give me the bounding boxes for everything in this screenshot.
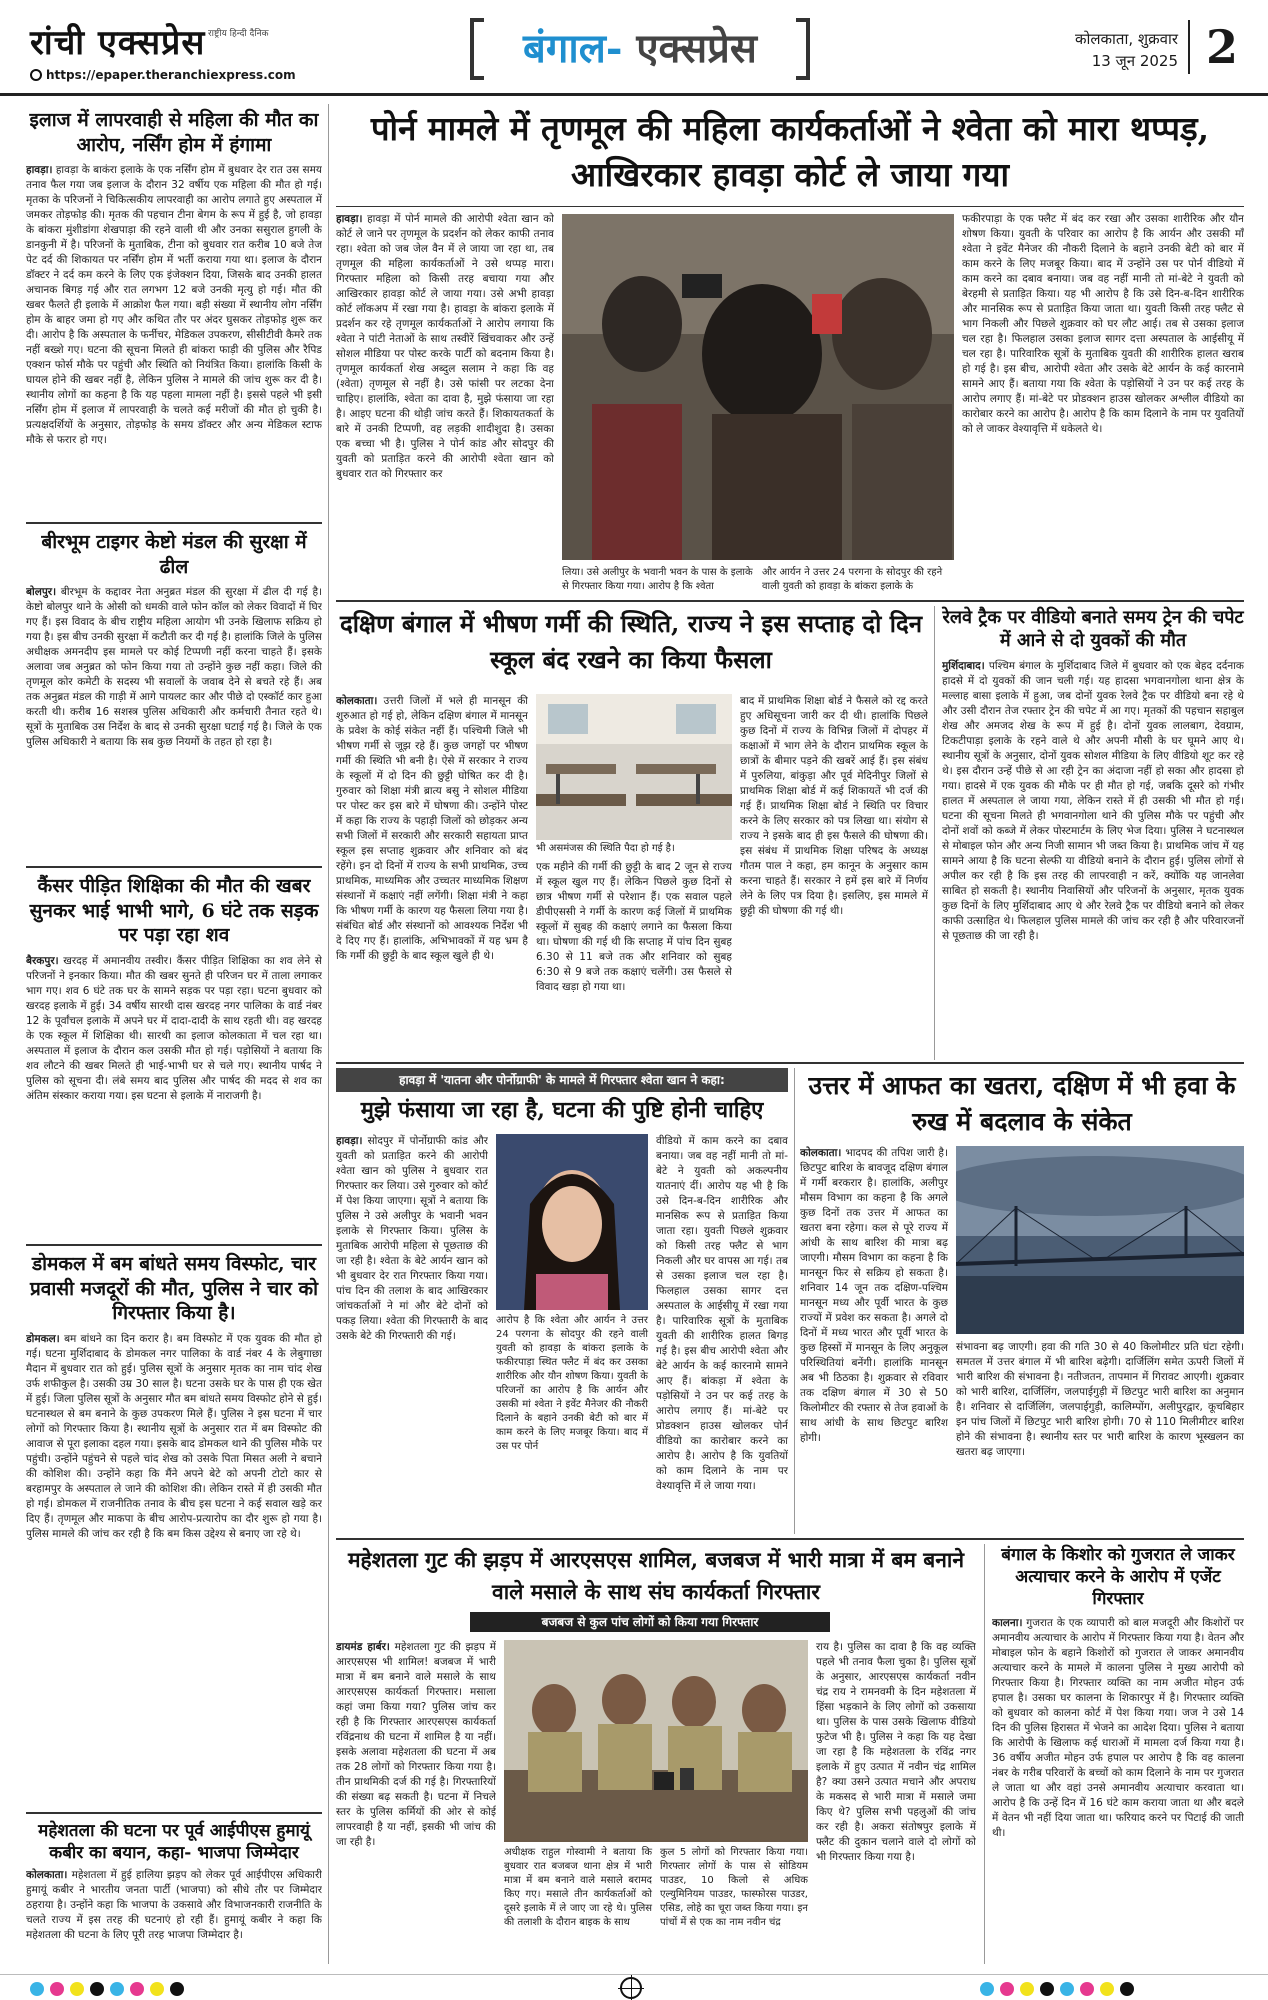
shweta-kicker: हावड़ा में 'यातना और पोर्नोग्राफी' के मामले में गिरफ्तार श्वेता खान ने कहा: — [336, 1068, 788, 1092]
protest-photo — [562, 214, 954, 560]
divider — [26, 522, 322, 524]
shweta-body-left — [336, 1134, 488, 1530]
shweta-body-right: वीडियो में काम करने का दबाव बनाया। जब वह नहीं मानी तो मां-बेटे ने युवती को अकल्पनीय यातनाएं दीं। आरोप यह भी है कि उसे दिन-ब-दिन शारीरिक और मानसिक रूप से प्रताड़ित किया जाता रहा। युवती पिछले शुक्रवार को किसी तरह फ्लैट से भाग निकली और घर वापस आ गई। तब से उसका इलाज चल रहा है। फिलहाल उसका सागर दत्त अस्पताल के आईसीयू में रखा गया है। पारिवारिक सूत्रों के मुताबिक युवती की शारीरिक हालत बिगड़ गई है। इस बीच आरोपी श्वेता और बेटे आर्यन के कई कारनामे सामने आए हैं। बांकड़ा में श्वेता के पड़ोसियों ने उन पर कई तरह के आरोप लगाए हैं। मां-बेटे पर प्रोडक्शन हाउस खोलकर पोर्न वीडियो का कारोबार करने का आरोप है। आरोप है कि युवतियों को काम दिलाने के नाम पर वेश्यावृत्ति में ले जाया गया। — [656, 1135, 788, 1492]
photo-caption-left: लिया। उसे अलीपुर के भवानी भवन के पास के इलाके से गिरफ्तार किया गया। आरोप है कि श्वेता — [562, 567, 753, 592]
heat-body-right: बाद में प्राथमिक शिक्षा बोर्ड ने फैसले को रद्द करते हुए अधिसूचना जारी कर दी थी। हालांकि पिछले कुछ दिनों में राज्य के विभिन्न जिलों में दोपहर में कक्षाओं में भाग लेने के दौरान प्राथमिक स्कूल के छात्रों के बीमार पड़ने की खबरें आई हैं। इस संबंध में पुरुलिया, बांकुड़ा और पूर्व मेदिनीपुर जिलों से प्राथमिक शिक्षा बोर्ड में कई शिकायतें भी दर्ज की गई हैं। प्राथमिक शिक्षा बोर्ड ने स्थिति पर विचार करने के लिए सरकार को पत्र लिखा था। संयोग से राज्य ने इसके बाद ही इस फैसले की घोषणा की। इस संबंध में प्राथमिक शिक्षा परिषद के अध्यक्ष गौतम पाल ने कहा, हम कानून के अनुसार काम करना चाहते हैं। सरकार ने हमें इस बारे में निर्णय लेने के लिए पत्र दिया है। इसलिए, इस मामले में छुट्टी की घोषणा की गई थी। — [740, 695, 928, 917]
headline: बंगाल के किशोर को गुजरात ले जाकर अत्याचार करने के आरोप में एजेंट गिरफ्तार — [1001, 1545, 1235, 1610]
shweta-headline: मुझे फंसाया जा रहा है, घटना की पुष्टि होनी चाहिए — [360, 1097, 764, 1123]
headline: बीरभूम टाइगर केष्टो मंडल की सुरक्षा में ढील — [41, 531, 307, 578]
color-registration-left — [30, 1981, 190, 2000]
divider — [26, 866, 322, 868]
rss-body-left — [336, 1640, 496, 1964]
police-briefing-image — [504, 1640, 808, 1842]
dateline: हावड़ा। — [336, 1135, 363, 1147]
classroom-photo — [536, 694, 732, 840]
article-body — [992, 1616, 1244, 1952]
headline: महेशतला की घटना पर पूर्व आईपीएस हुमायूं कबीर का बयान, कहा- भाजपा जिम्मेदार — [38, 1821, 310, 1864]
color-registration-right — [980, 1981, 1140, 2000]
article-text: भादपद की तपिश जारी है। छिटपुट बारिश के बावजूद दक्षिण बंगाल में गर्मी बरकरार है। हालांकि, अलीपुर मौसम विभाग का कहना है कि अगले कुछ दिनों तक उत्तर में आफत का खतरा बना रहेगा। कल से पूरे राज्य में आंधी के साथ बारिश की मात्रा बढ़ जाएगी। मौसम विभाग का कहना है कि मानसून फिर से सक्रिय हो सकता है। शनिवार 14 जून तक दक्षिण-पश्चिम मानसून मध्य और पूर्वी भारत के कुछ राज्यों में प्रवेश कर सकता है। अगले दो दिनों में मध्य भारत और पूर्वी भारत के कुछ हिस्सों में मानसून के लिए अनुकूल परिस्थितियां बनेंगी। हालांकि मानसून अब भी ठिठका है। शुक्रवार से रविवार तक दक्षिण बंगाल में 30 से 50 किलोमीटर की रफ्तार से तेज हवाओं के साथ आंधी के साथ छिटपुट बारिश होगी। — [800, 1147, 948, 1444]
dateline: बोलपुर। — [26, 586, 57, 599]
heat-headline: दक्षिण बंगाल में भीषण गर्मी की स्थिति, राज्य ने इस सप्ताह दो दिन स्कूल बंद रखने का किया फैसला — [339, 609, 923, 674]
article-text: महेशतला में हुई हालिया झड़प को लेकर पूर्व आईपीएस अधिकारी हुमायूं कबीर ने भारतीय जनता पार्टी (भाजपा) को सीधे तौर पर जिम्मेदार ठहराया है। उन्होंने कहा कि भाजपा के उकसावे और विभाजनकारी राजनीति के चलते राज्य में इस तरह की घटनाएं हो रही हैं। हुमायूं कबीर ने कहा कि महेशतला की घटना के लिए पूरी तरह भाजपा जिम्मेदार है। — [26, 1869, 322, 1942]
globe-icon — [30, 69, 42, 81]
registration-mark-icon — [620, 1977, 642, 1999]
headline: इलाज में लापरवाही से महिला की मौत का आरोप, नर्सिंग होम में हंगामा — [29, 109, 319, 156]
dateline: मुर्शिदाबाद। — [942, 659, 985, 672]
dateline-block — [1075, 28, 1178, 72]
headline: रेलवे ट्रैक पर वीडियो बनाते समय ट्रेन की चपेट में आने से दो युवकों की मौत — [942, 607, 1244, 652]
section-name-a: बंगाल- — [523, 25, 623, 72]
column-divider — [934, 606, 935, 1060]
story-cancer-teacher — [26, 874, 322, 1232]
story-birbhum — [26, 530, 322, 885]
dateline: डायमंड हार्बर। — [336, 1641, 390, 1653]
left-bracket — [470, 18, 484, 80]
shweta-caption: आरोप है कि श्वेता और आर्यन ने उत्तर 24 परगना के सोदपुर की रहने वाली युवती को हावड़ा के बांकरा इलाके के फकीरपाड़ा स्थित फ्लैट में बंद कर उसका शारीरिक और यौन शोषण किया। युवती के परिजनों का आरोप है कि आर्यन और उसकी मां श्वेता ने इवेंट मैनेजर की नौकरी दिलाने के बहाने उनकी बेटी को बार में काम करने के लिए मजबूर किया। बाद में उस पर पोर्न — [496, 1315, 648, 1452]
article-body — [26, 585, 322, 885]
heat-body-mid: एक महीने की गर्मी की छुट्टी के बाद 2 जून से राज्य में स्कूल खुल गए हैं। लेकिन पिछले कुछ दिनों से छात्र भीषण गर्मी से परेशान हैं। एक सवाल पहले डीपीएससी ने गर्मी के कारण कई जिलों में प्राथमिक स्कूलों में सुबह की कक्षाएं लगाने का फैसला किया था। घोषणा की गई थी कि सप्ताह में पांच दिन सुबह 6.30 से 11 बजे तक और शनिवार को सुबह 6:30 से 9 बजे तक कक्षाएं चलेंगी। उस फैसले से विवाद खड़ा हो गया था। — [536, 861, 732, 993]
story-nursing-home — [26, 108, 322, 493]
divider — [26, 1812, 322, 1814]
bridge-photo — [956, 1146, 1244, 1334]
print-footer — [0, 1974, 1268, 2000]
epaper-url[interactable]: https://epaper.theranchiexpress.com — [46, 68, 296, 82]
divider — [336, 206, 1244, 207]
page-number: 2 — [1188, 20, 1238, 74]
city-day: कोलकाता, शुक्रवार — [1074, 30, 1178, 48]
divider — [336, 1062, 1244, 1064]
article-text: उत्तरी जिलों में भले ही मानसून की शुरुआत हो गई हो, लेकिन दक्षिण बंगाल में मानसून के प्रवेश के कोई संकेत नहीं हैं। पश्चिमी जिले भी भीषण गर्मी से जूझ रहे हैं। कुछ जगहों पर भीषण गर्मी की स्थिति भी बनी है। ऐसे में सरकार ने राज्य के स्कूलों में दो दिन की छुट्टी घोषित कर दी है। गुरुवार को शिक्षा मंत्री ब्रात्य बसु ने सोशल मीडिया पर पोस्ट कर इस बारे में घोषणा की। उन्होंने पोस्ट में कहा कि राज्य के पहाड़ी जिलों को छोड़कर अन्य सभी जिलों में सरकारी और सरकारी सहायता प्राप्त स्कूल इस सप्ताह शुक्रवार और शनिवार को बंद रहेंगे। इन दो दिनों में राज्य के सभी प्राथमिक, उच्च प्राथमिक, माध्यमिक और उच्चतर माध्यमिक शिक्षण संस्थानों में कक्षाएं नहीं लगेंगी। शिक्षा मंत्री ने कहा कि भीषण गर्मी के कारण यह फैसला लिया गया है। संबंधित बोर्ड और संस्थानों को आवश्यक निर्देश भी दे दिए गए हैं। हालांकि, अभिभावकों में यह भ्रम है कि गर्मी की छुट्टी के बाद स्कूल खुले ही थे। — [336, 695, 528, 962]
lead-body-right: फकीरपाड़ा के एक फ्लैट में बंद कर रखा और उसका शारीरिक और यौन शोषण किया। युवती के परिवार का आरोप है कि आर्यन और उसकी माँ श्वेता ने इवेंट मैनेजर की नौकरी दिलाने के बहाने उनकी बेटी को बार में काम करने के लिए मजबूर किया। बाद में उन्होंने उस पर पोर्न वीडियो में काम करने का दबाव बनाया। जब वह नहीं मानी तो मां-बेटे ने युवती को बेरहमी से प्रताड़ित किया। यह भी आरोप है कि उसे दिन-ब-दिन शारीरिक और मानसिक रूप से प्रताड़ित किया जाता था। युवती किसी तरह फ्लैट से भाग निकली और पिछले शुक्रवार को घर लौट आई। तब से उसका इलाज चल रहा है। फिलहाल उसका इलाज सागर दत्ता अस्पताल के आईसीयू में चल रहा है। पारिवारिक सूत्रों के मुताबिक युवती की शारीरिक हालत खराब हो गई है। इस बीच, आरोपी श्वेता और उसके बेटे आर्यन के कई कारनामे सामने आए हैं। बताया गया कि श्वेता के पड़ोसियों ने उन पर कई तरह के आरोप लगाए हैं। मां-बेटे पर प्रोडक्शन हाउस खोलकर अश्लील वीडियो का कारोबार करने का आरोप है। आरोप है कि काम दिलाने के नाम पर युवतियों को ले जाकर वेश्यावृत्ति में धकेलते थे। — [962, 213, 1244, 435]
story-maheshtala-kabir — [26, 1820, 322, 1960]
dateline: कोलकाता। — [26, 1869, 68, 1882]
dateline: कोलकाता। — [800, 1147, 842, 1159]
storm-bridge-image — [956, 1146, 1244, 1334]
shweta-headline-box — [336, 1096, 788, 1125]
section-banner — [470, 18, 810, 80]
divider — [26, 1244, 322, 1246]
rss-subkicker: बजबज से कुल पांच लोगों को किया गया गिरफ्तार — [470, 1612, 830, 1632]
brand-block — [30, 18, 360, 82]
heat-body-left — [336, 694, 528, 1054]
article-body — [942, 659, 1244, 1039]
lead-headline-box — [336, 106, 1244, 204]
article-text: हावड़ा में पोर्न मामले की आरोपी श्वेता खान को कोर्ट ले जाने पर तृणमूल के प्रदर्शन को लेकर काफी तनाव रहा। श्वेता को जब जेल वैन में ले जाया जा रहा था, तब तृणमूल की महिला कार्यकर्ताओं ने उसे थप्पड़ मारा। गिरफ्तार महिला को किसी तरह बचाया गया और आखिरकार हावड़ा कोर्ट ले जाया गया। उसे अभी हावड़ा कोर्ट लॉकअप में रखा गया है। हावड़ा के बांकरा इलाके में प्रदर्शन कर रहे तृणमूल कार्यकर्ताओं ने आरोप लगाया कि श्वेता ने पांटी नेताओं के साथ तस्वीरें खिंचवाकर और उन्हें सोशल मीडिया पर पोस्ट करके पार्टी को बदनाम किया है। तृणमूल कार्यकर्ता शेख अब्दुल सलाम ने कहा कि वह (श्वेता) तृणमूल से नहीं है। उसे फांसी पर लटका देना चाहिए। हालांकि, श्वेता का दावा है, मुझे फंसाया जा रहा है। आइए घटना की थोड़ी जांच करते हैं। शिकायतकर्ता के बारे में उनकी टिप्पणी, वह लड़की शादीशुदा है। उसका एक बच्चा भी है। पुलिस ने पोर्न कांड और सोदपुर की युवती को प्रताड़ित करने की आरोपी श्वेता खान को बुधवार रात को गिरफ्तार कर — [336, 213, 554, 480]
photo-caption-right: और आर्यन ने उत्तर 24 परगना के सोदपुर की रहने वाली युवती को हावड़ा के बांकरा इलाके के — [762, 567, 943, 592]
weather-headline-box — [800, 1068, 1244, 1140]
press-conference-photo — [504, 1640, 808, 1842]
rss-caption-left: अधीक्षक राहुल गोस्वामी ने बताया कि बुधवार रात बजबज थाना क्षेत्र में भारी मात्रा में बम बनाने वाले मसाले बरामद किए गए। मसाले तीन कार्यकर्ताओं को दूसरे इलाके में ले जाए जा रहे थे। पुलिस की तलाशी के दौरान बाइक के साथ — [504, 1847, 652, 1928]
article-body — [26, 1332, 322, 1784]
rss-headline: महेशतला गुट की झड़प में आरएसएस शामिल, बजबज में भारी मात्रा में बम बनाने वाले मसाले के साथ संघ कार्यकर्ता गिरफ्तार — [348, 1547, 964, 1604]
weather-body-right: संभावना बढ़ जाएगी। हवा की गति 30 से 40 किलोमीटर प्रति घंटा रहेगी। समतल में उत्तर बंगाल में भी बारिश बढ़ेगी। दार्जिलिंग समेत ऊपरी जिलों में भारी बारिश की संभावना है। नतीजतन, तापमान में गिरावट आएगी। शुक्रवार को भारी बारिश, दार्जिलिंग, जलपाईगुड़ी में छिटपुट भारी बारिश का अनुमान है। शनिवार से दार्जिलिंग, जलपाईगुड़ी, कालिम्पोंग, अलीपुरद्वार, कूचबिहार इन पांच जिलों में छिटपुट भारी बारिश होगी। 70 से 110 मिलीमीटर बारिश होने की संभावना है। स्थानीय स्तर पर भारी बारिश के कारण भूस्खलन का खतरा बढ़ जाएगा। — [956, 1341, 1244, 1458]
rss-headline-box — [336, 1544, 976, 1608]
weather-body-left — [800, 1146, 948, 1530]
article-text: गुजरात के एक व्यापारी को बाल मजदूरी और किशोरों पर अमानवीय अत्याचार के आरोप में गिरफ्तार किया गया है। वेतन और मोबाइल फोन के बहाने किशोरों को गुजरात ले जाकर अमानवीय अत्याचार करने के मामले में कालना पुलिस ने मुख्य आरोपी को गिरफ्तार किया है। गिरफ्तार व्यक्ति का नाम अजीत मोहन उर्फ हपाल है। उसका घर कालना के शिकारपुर में है। गिरफ्तार व्यक्ति को बुधवार को कालना कोर्ट में पेश किया गया। जज ने उसे 14 दिन की पुलिस हिरासत में भेजने का आदेश दिया। पुलिस ने बताया कि आरोपी के खिलाफ कई धाराओं में मामला दर्ज किया गया है। 36 वर्षीय अजीत मोहन उर्फ हपाल पर आरोप है कि वह कालना नंबर के गरीब परिवारों के बच्चों को काम दिलाने के नाम पर गुजरात ले जाता था और वहां उनसे अमानवीय अत्याचार करवाता था। आरोप है कि उन्हें दिन में 16 घंटे काम कराया जाता था और बदले में वेतन भी नहीं दिया जाता था। फरियाद करने पर पिटाई की जाती थी। — [992, 1617, 1244, 1840]
crowd-image — [562, 214, 954, 560]
article-text: सोदपुर में पोर्नोग्राफी कांड और युवती को प्रताड़ित करने की आरोपी श्वेता खान को पुलिस ने बुधवार रात गिरफ्तार कर लिया। उसे गुरुवार को कोर्ट में पेश किया जाएगा। सूत्रों ने बताया कि पुलिस ने उसे अलीपुर के भवानी भवन इलाके से गिरफ्तार किया। पुलिस के मुताबिक आरोपी महिला से पूछताछ की जा रही है। श्वेता के बेटे आर्यन खान को भी बुधवार देर रात गिरफ्तार किया गया। पांच दिन की तलाश के बाद आखिरकार जांचकर्ताओं ने मां और बेटे दोनों को पकड़ लिया। श्वेता की गिरफ्तारी के बाद उसके बेटे की गिरफ्तारी की गई। — [336, 1135, 488, 1342]
heat-headline-box — [336, 606, 926, 688]
column-divider — [794, 1068, 795, 1534]
dateline: हावड़ा। — [336, 213, 363, 225]
section-name-b: एक्सप्रेस — [636, 25, 757, 72]
article-text: पश्चिम बंगाल के मुर्शिदाबाद जिले में बुधवार को एक बेहद दर्दनाक हादसे में दो युवकों की जान चली गई। यह हादसा भगवानगोला थाना क्षेत्र के मल्लाह बासा इलाके में हुआ, जब दोनों युवक रेलवे ट्रैक पर वीडियो बना रहे थे और उसी दौरान तेज रफ्तार ट्रेन की चपेट में आ गए। मृतकों की पहचान सहाबुल शेख और अमजद शेख के रूप में हुई है। दोनों युवक लालबाग, देवग्राम, टिकटीपाड़ा इलाके के रहने वाले थे और अपनी मौसी के घर घूमने आए थे। स्थानीय सूत्रों के अनुसार, दोनों युवक सोशल मीडिया के लिए वीडियो शूट कर रहे थे। इस दौरान उन्हें पीछे से आ रही ट्रेन का अंदाजा नहीं हो सका और हादसा हो गया। हादसे में एक युवक की मौके पर ही मौत हो गई, जबकि दूसरे को गंभीर हालत में अस्पताल ले जाया गया, लेकिन रास्ते में ही उसकी भी मौत हो गई। घटना की सूचना मिलते ही भगवानगोला थाने की पुलिस मौके पर पहुंची और दोनों शवों को कब्जे में लेकर पोस्टमार्टम के लिए भेज दिया। पुलिस ने घटनास्थल से मोबाइल फोन और अन्य निजी सामान भी जब्त किया है। प्राथमिक जांच में यह सामने आया है कि घटना सेल्फी या वीडियो बनाने के दौरान हुई। पुलिस लोगों से अपील कर रही है कि इस तरह की लापरवाही न करें, क्योंकि यह जानलेवा साबित हो सकती है। स्थानीय निवासियों और परिजनों के अनुसार, मृतक युवक कुछ दिनों के लिए मुर्शिदाबाद आए थे और रेलवे ट्रैक पर वीडियो बनाने को लेकर काफी उत्साहित थे। फिलहाल पुलिस मामले की जांच कर रही है और परिवारजनों से पूछताछ की जा रही है। — [942, 659, 1244, 942]
empty-classroom-image — [536, 694, 732, 840]
article-text: हावड़ा के बाकंरा इलाके के एक नर्सिंग होम में बुधवार देर रात उस समय तनाव फैल गया जब इलाज के दौरान 32 वर्षीय एक महिला की मौत हो गई। मृतका के परिजनों ने चिकित्सकीय लापरवाही का आरोप लगाते हुए अस्पताल में जमकर तोड़फोड़ की। मृतक की पहचान टीना बेगम के रूप में हुई है, जो हावड़ा के बांकरा मुंशीडांगा शेखपाड़ा की रहने वाली थी और उनका ससुराल हुगली के डानकुनी में है। परिजनों के मुताबिक, टीना को बुधवार रात करीब 10 बजे तेज पेट दर्द की शिकायत पर नर्सिंग होम में भर्ती कराया गया था। इलाज के दौरान डॉक्टर ने दर्द कम करने के लिए एक इंजेक्शन दिया, जिसके बाद उनकी हालत अचानक बिगड़ गई और रात लगभग 12 बजे उनकी मृत्यु हो गई। मौत की खबर फैलते ही इलाके में आक्रोश फैल गया। बड़ी संख्या में स्थानीय लोग नर्सिंग होम के बाहर जमा हो गए और कथित तौर पर अंदर घुसकर तोड़फोड़ शुरू कर दी। आरोप है कि अस्पताल के फर्नीचर, मेडिकल उपकरण, सीसीटीवी कैमरे तक नहीं बख्शे गए। घटना की सूचना मिलते ही बांकरा फाड़ी की पुलिस और रैपिड एक्शन फोर्स मौके पर पहुंची और स्थिति को नियंत्रित किया। हालांकि किसी के घायल होने की खबर नहीं है, लेकिन पुलिस ने मामले की जांच शुरू कर दी है। स्थानीय लोगों का कहना है कि यह पहला मामला नहीं है। इससे पहले भी इसी नर्सिंग होम में इलाज में लापरवाही के चलते कई मरीजों की मौत हो चुकी है। प्रत्यक्षदर्शियों के अनुसार, तोड़फोड़ के समय डॉक्टर और अन्य मेडिकल स्टाफ मौके से फरार हो गए। — [26, 164, 322, 447]
dateline: डोमकल। — [26, 1333, 60, 1346]
divider — [336, 600, 1244, 602]
divider — [336, 1538, 1244, 1540]
right-bracket — [796, 18, 810, 80]
article-body — [26, 163, 322, 493]
article-text: बम बांधने का दिन करार है। बम विस्फोट में एक युवक की मौत हो गई। घटना मुर्शिदाबाद के डोमकल नगर पालिका के वार्ड नंबर 4 के लेबुगाछा मैदान में बुधवार रात को हुई। पुलिस सूत्रों के अनुसार मृतक का नाम चांद शेख उर्फ शफीकुल है। उसकी उम्र 30 साल है। घटना उसके घर के पास ही एक खेत में हुई। जिला पुलिस सूत्रों के अनुसार मौत बम बांधते समय विस्फोट होने से हुई। घटनास्थल से बम बनाने के कुछ उपकरण मिले हैं। पुलिस ने इस घटना में चार लोगों को गिरफ्तार किया है। स्थानीय सूत्रों के अनुसार रात में बम विस्फोट की आवाज से पूरा इलाका दहल गया। इसके बाद डोमकल थाने की पुलिस मौके पर पहुंची। उन्होंने पहुंचने से पहले चांद शेख को उसके पिता मिसत अली ने बचाने की कोशिश की। उन्होंने कहा कि मैंने अपने बेटे को अपनी टोटो कार से बरहामपुर के अस्पताल ले जाने की कोशिश की। लेकिन रास्ते में ही उसकी मौत हो गई। डोमकल में राजनीतिक तनाव के बीच इस घटना ने कई सवाल खड़े कर दिए हैं। तृणमूल और माकपा के बीच आरोप-प्रत्यारोप का दौर शुरू हो गया है। पुलिस मामले की जांच कर रही है कि बम किस उद्देश्य से बनाए जा रहे थे। — [26, 1333, 322, 1541]
rss-caption-right: कुल 5 लोगों को गिरफ्तार किया गया। गिरफ्तार लोगों के पास से सोडियम पाउडर, 10 किलो से अधिक एल्युमिनियम पाउडर, फास्फोरस पाउडर, एसिड, लोहे का चूरा जब्त किया गया। इन पांचों में से एक का नाम नवीन चंद्र — [660, 1847, 808, 1928]
headline: डोमकल में बम बांधते समय विस्फोट, चार प्रवासी मजदूरों की मौत, पुलिस ने चार को गिरफ्तार किया है। — [29, 1253, 319, 1325]
brand-tagline: राष्ट्रीय हिन्दी दैनिक — [208, 29, 269, 39]
masthead — [0, 0, 1268, 96]
article-body — [26, 954, 322, 1232]
headline: कैंसर पीड़ित शिक्षिका की मौत की खबर सुनकर भाई भाभी भागे, 6 घंटे तक सड़क पर पड़ा रहा शव — [29, 875, 319, 947]
column-divider — [984, 1544, 985, 1964]
shweta-portrait — [496, 1134, 648, 1310]
classroom-caption: भी असमंजस की स्थिति पैदा हो गई है। — [536, 843, 675, 854]
dateline: बैरकपुर। — [26, 955, 59, 968]
story-rail — [942, 606, 1244, 1039]
portrait-image — [496, 1134, 648, 1310]
column-divider — [328, 104, 329, 1964]
dateline: कालना। — [992, 1617, 1023, 1630]
brand-logo: रांची एक्सप्रेस — [30, 23, 206, 63]
rss-body-right: राय है। पुलिस का दावा है कि वह व्यक्ति पहले भी तनाव फैला चुका है। पुलिस सूत्रों के अनुसार, आरएसएस कार्यकर्ता नवीन चंद्र राय ने रामनवमी के दिन महेशतला में हिंसा भड़काने के लिए लोगों को उकसाया था। पुलिस के पास उसके खिलाफ वीडियो फुटेज भी है। पुलिस ने कहा कि यह देखा जा रहा है कि महेशतला के रविंद्र नगर इलाके में हुए उत्पात में नवीन चंद्र शामिल है? क्या उसने उत्पात मचाने और अपराध के मकसद से भारी मात्रा में मसाले जमा किए थे? पुलिस सभी पहलुओं की जांच कर रही है। अकरा संतोषपुर इलाके में फ्लैट की दुकान चलाने वाले दो लोगों को भी गिरफ्तार किया गया है। — [816, 1641, 976, 1863]
lead-body-left — [336, 212, 554, 592]
article-text: महेशतला गुट की झड़प में आरएसएस भी शामिल! बजबज में भारी मात्रा में बम बनाने वाले मसाले के साथ आरएसएस कार्यकर्ता गिरफ्तार। मसाला कहां जमा किया गया? पुलिस जांच कर रही है कि गिरफ्तार आरएसएस कार्यकर्ता रविंद्रनाथ की घटना में शामिल है या नहीं। इसके अलावा महेशतला की घटना में अब तक 28 लोगों को गिरफ्तार किया गया है। तीन प्राथमिकी दर्ज की गई है। गिरफ्तारियों की संख्या बढ़ सकती है। घटना में निचले स्तर के पुलिस कर्मियों की ओर से कोई लापरवाही है या नहीं, इसकी भी जांच की जा रही है। — [336, 1641, 496, 1848]
article-body — [26, 1868, 322, 1960]
dateline: हावड़ा। — [26, 164, 53, 177]
epaper-link[interactable] — [30, 68, 360, 82]
weather-headline: उत्तर में आफत का खतरा, दक्षिण में भी हवा के रुख में बदलाव के संकेत — [808, 1071, 1236, 1136]
lead-headline: पोर्न मामले में तृणमूल की महिला कार्यकर्ताओं ने श्वेता को मारा थप्पड़, आखिरकार हावड़ा कोर्ट ले जाया गया — [370, 109, 1210, 194]
dateline: कोलकाता। — [336, 695, 378, 707]
article-text: बीरभूम के कद्दावर नेता अनुब्रत मंडल की सुरक्षा में ढील दी गई है। केष्टो बोलपुर थाने के ओसी को धमकी वाले फोन कॉल को लेकर विवादों में घिर गए हैं। इस विवाद के बीच राष्ट्रीय महिला आयोग भी उनके खिलाफ सक्रिय हो गया है। इस बीच उनकी सुरक्षा में कटौती कर दी गई है। हालांकि जिले के पुलिस अधीक्षक अमनदीप इस मामले पर कोई टिप्पणी नहीं करना चाहते हैं। इसके अलावा जब अनुब्रत को फोन किया गया तो उन्होंने कुछ नहीं कहा। जिले की तृणमूल कोर कमेटी के सदस्य भी सवालों के जवाब देने से बचते रहे हैं। अब तक अनुब्रत मंडल की गाड़ी में आगे पायलट कार और पीछे दो एस्कॉर्ट कार हुआ करती थी। करीब 16 सशस्त्र पुलिस अधिकारी और कर्मचारी तैनात रहते थे। सूत्रों के मुताबिक उस निर्देश के बाद से उनकी सुरक्षा घटाई गई है। जिले के एक पुलिस अधिकारी ने बताया कि सब कुछ नियमों के तहत हो रहा है। — [26, 586, 322, 749]
story-domkal-blast — [26, 1252, 322, 1784]
article-text: खरदह में अमानवीय तस्वीर। कैंसर पीड़ित शिक्षिका का शव लेने से परिजनों ने इनकार किया। मौत की खबर सुनते ही परिजन घर में ताला लगाकर भाग गए। शव 6 घंटे तक घर के सामने सड़क पर पड़ा रहा। घटना बुधवार को खरदह इलाके में हुई। 34 वर्षीय सारथी दास खरदह नगर पालिका के वार्ड नंबर 12 के पूर्वांचल इलाके में अपने घर में दादा-दादी के साथ रहती थी। वह खरदह के एक स्कूल में शिक्षिका थी। सारथी का इलाज कोलकाता में चल रहा था। अस्पताल में इलाज के दौरान कल उसकी मौत हो गई। पड़ोसियों ने बताया कि शव लौटने की खबर मिलते ही भाई-भाभी घर से चले गए। स्थानीय पार्षद ने पुलिस को सूचना दी। लंबे समय बाद पुलिस और पार्षद की मदद से शव का अंतिम संस्कार कराया गया। इस घटना से इलाके में नाराजगी है। — [26, 955, 322, 1103]
story-kishore — [992, 1544, 1244, 1952]
issue-date: 13 जून 2025 — [1091, 52, 1178, 70]
